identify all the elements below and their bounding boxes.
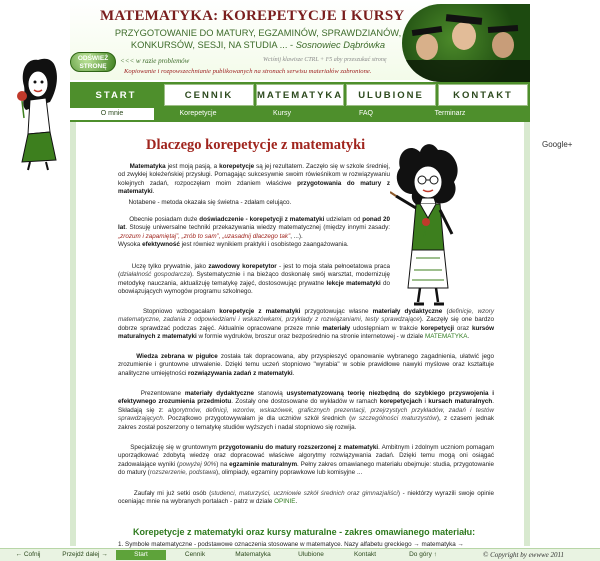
- paragraph-5: Stopniowo wzbogacałam korepetycje z matematyki przygotowując własne materiały dydaktyczne (definicje, wzory matematyczne, zadania z odpowiedziami i wskazówkami, przykłady z rozwiązaniami, testy sprawdzające). Zaczęły się one bardzo dobrze sprawdzać podczas zajęć. Aktualnie opracowane przeze mnie materiały udostępniam w trakcie korepetycji oraz kursów maturalnych z matematyki w formie wydruków, broszur oraz bezpośrednio na stronie internetowej - w dziale MATEMATYKA.: [118, 308, 495, 341]
- paragraph-7: Prezentowane materiały dydaktyczne stanowią usystematyzowaną teorię niezbędną do szybkiego przyswojenia i efektywnego zrozumienia przedmiotu. Zostały one dostosowane do wykładów w ramach korepetycjach i kursach maturalnych. Składają się z: algorytmów, definicji, wzorów, wskazówek, graficznych prezentacji, przejrzystych przykładów, zadań i testów sprawdzających. Początkowo przygotowywałam je dla uczniów szkół średnich (w szczególności maturzystów), z czasem jednak zakres został poszerzony o tematykę studiów wyższych i nadal stopniowo się rozwija.: [118, 390, 495, 431]
- next-button[interactable]: Przejdź dalej →: [62, 551, 108, 558]
- bottom-start[interactable]: Start: [116, 550, 166, 560]
- paragraph-4: Uczę tylko prywatnie, jako zawodowy korepetytor - jest to moja stała pełnoetatowa praca (działalność gospodarcza). Systematycznie i na bieżąco doskonalę swój warsztat, modernizuję metodykę nauczania, aktualizuję tematykę zajęć, dostosowując prywatne lekcje matematyki do obowiązujących wymogów programu szkolnego.: [118, 263, 391, 296]
- keyboard-hint: Wciśnij klawisze CTRL + F5 aby przeszukać stronę: [263, 57, 387, 63]
- refresh-label-2: STRONĘ: [79, 63, 107, 70]
- copy-warning: Kopiowanie i rozpowszechnianie publikowanych na stronach serwisu materiałów zabronione.: [124, 68, 372, 75]
- bottom-ulubione[interactable]: Ulubione: [298, 551, 324, 558]
- paragraph-3: Obecnie posiadam duże doświadczenie - korepetycji z matematyki udzielam od ponad 20 lat. Stosuję uniwersalne techniki przekazywania wiedzy matematycznej (między innymi zasady: „zrozum i zapamiętaj”, „zrób to sam”, „uzasadnij dlaczego tak”, ...). Wysoka efektywność jest równiez wynikiem praktyki i osobistego zaangażowania.: [118, 216, 390, 249]
- bottom-matematyka[interactable]: Matematyka: [235, 551, 271, 558]
- subnav-kursy[interactable]: Kursy: [273, 110, 291, 117]
- site-subtitle: [108, 27, 408, 51]
- matematyka-link[interactable]: MATEMATYKA: [424, 333, 468, 341]
- site-title: MATEMATYKA: KOREPETYCJE I KURSY: [100, 8, 405, 24]
- page-title: Dlaczego korepetycje z matematyki: [146, 137, 366, 153]
- subnav-faq[interactable]: FAQ: [358, 110, 373, 117]
- paragraph-2: Notabene - metoda okazała się świetna - zdałam celująco.: [128, 199, 292, 206]
- problems-link[interactable]: <<< w razie problemów: [120, 57, 190, 65]
- subnav-o-mnie[interactable]: O mnie: [70, 108, 154, 120]
- teacher-illustration: [390, 138, 500, 310]
- nav-kontakt[interactable]: KONTAKT: [438, 84, 528, 106]
- subtitle-author: Sosnowiec Dąbrówka: [295, 40, 386, 50]
- paragraph-9: Zaufały mi już setki osób (studenci, maturzyści, uczniowie szkół średnich oraz gimnazjaliści) - niektórzy wyrazili swoje opinie oceniając mnie na wybranych portalach - patrz w dziale OPINIE.: [118, 490, 495, 506]
- paragraph-6: Wiedza zebrana w pigułce została tak dopracowana, aby przyspieszyć opanowanie wybranego zagadnienia, ułatwić jego zrozumienie i gruntowne utrwalenie. Dzięki temu uczeń stopniowo "wyrabia" w sobie prawidłowe nawyki myślowe oraz kształtuje analityczne umiejętności rozwiązywania zadań z matematyki.: [118, 353, 494, 377]
- section-title-material-scope: Korepetycje z matematyki oraz kursy maturalne - zakres omawianego materiału:: [133, 527, 476, 537]
- paragraph-8: Specjalizuję się w gruntownym przygotowaniu do matury rozszerzonej z matematyki. Ambitnym i zdolnym uczniom pomagam uporządkować zdobytą wiedzę oraz dopracować właściwe algorytmy rozwiązywania zadań. Dzięki temu mogą oni osiągać zadowalające wyniki (powyżej 90%) na egzaminie maturalnym. Pełny zakres omawianego materiału obejmuje: studia, przygotowanie do matury (rozszerzenie, podstawa), olimpiady, egzaminy poprawkowe lub komisyjne ...: [118, 444, 495, 477]
- refresh-label-1: ODŚWIEŻ: [77, 55, 109, 62]
- cartoon-girl-illustration: [16, 52, 76, 172]
- nav-ulubione[interactable]: ULUBIONE: [346, 84, 436, 106]
- google-plus-link[interactable]: Google+: [542, 140, 573, 149]
- bottom-navigation-bar: [0, 548, 600, 561]
- nav-start[interactable]: START: [70, 84, 162, 106]
- opinie-link[interactable]: OPINIE: [274, 498, 296, 506]
- refresh-page-button[interactable]: [70, 52, 116, 72]
- nav-matematyka[interactable]: MATEMATYKA: [256, 84, 344, 106]
- subtitle-line-2: KONKURSÓW, SESJI, NA STUDIA ... -: [130, 40, 294, 50]
- back-button[interactable]: ← Cofnij: [15, 551, 41, 558]
- subnav-terminarz[interactable]: Terminarz: [434, 110, 466, 117]
- subnav-korepetycje[interactable]: Korepetycje: [179, 110, 217, 117]
- subtitle-line-1: PRZYGOTOWANIE DO MATURY, EGZAMINÓW, SPRAWDZIANÓW,: [114, 28, 402, 38]
- bottom-kontakt[interactable]: Kontakt: [353, 551, 377, 558]
- bottom-cennik[interactable]: Cennik: [184, 551, 206, 558]
- main-navigation: [70, 82, 530, 122]
- nav-cennik[interactable]: CENNIK: [164, 84, 254, 106]
- list-item[interactable]: 1. Symbole matematyczne - podstawowe oznaczenia stosowane w matematyce. Nazy alfabetu greckiego → matematyka →: [118, 541, 464, 548]
- scroll-top-button[interactable]: Do góry ↑: [409, 551, 437, 558]
- copyright-notice: © Copyright by ewwwe 2011: [483, 551, 565, 559]
- graduates-photo: [402, 4, 530, 82]
- paragraph-1: Matematyka jest moją pasją, a korepetycje są jej rezultatem. Zaczęło się w szkole średniej, od zwykłej koleżeńskiej przysługi. Pomagając sukcesywnie swoim rówieśnikom w rozwiązywaniu kolejnych zadań, rozpoczęłam moim zdaniem właściwe przygotowania do matury z matematyki.: [118, 163, 391, 196]
